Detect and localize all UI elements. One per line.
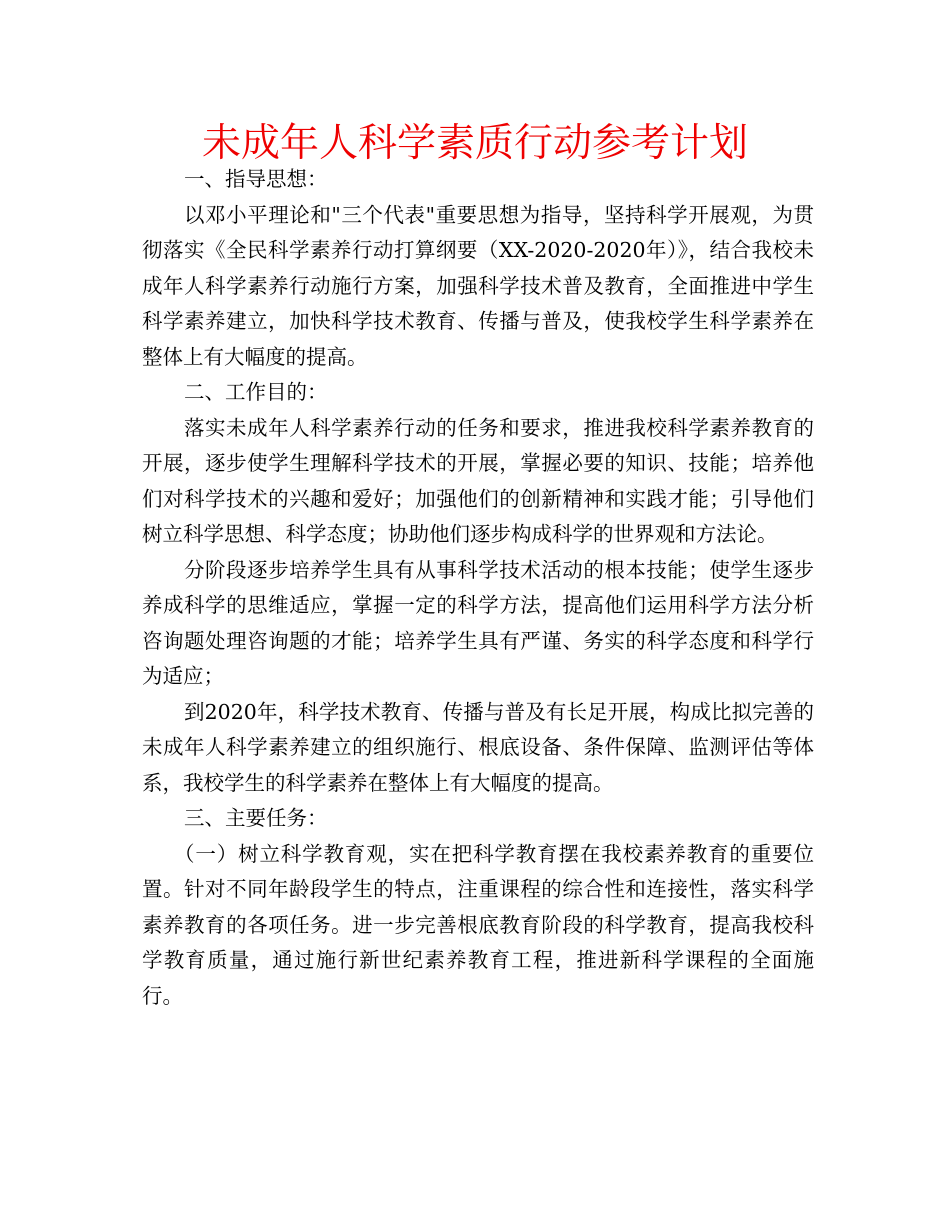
- section-heading-main-tasks: 三、主要任务：: [184, 806, 328, 830]
- paragraph-work-goals-1: 落实未成年人科学素养行动的任务和要求，推进我校科学素养教育的开展，逐步使学生理解科学技术的开展，掌握必要的知识、技能；培养他们对科学技术的兴趣和爱好；加强他们的创新精神和实践才能；引导他们树立科学思想、科学态度；协助他们逐步构成科学的世界观和方法论。: [142, 415, 814, 546]
- paragraph-work-goals-2: 分阶段逐步培养学生具有从事科学技术活动的根本技能；使学生逐步养成科学的思维适应，掌握一定的科学方法，提高他们运用科学方法分析咨询题处理咨询题的才能；培养学生具有严谨、务实的科学态度和科学行为适应；: [142, 557, 814, 688]
- section-heading-work-goals: 二、工作目的：: [184, 380, 328, 404]
- document-title: 未成年人科学素质行动参考计划: [201, 121, 748, 166]
- paragraph-work-goals-3: 到2020年，科学技术教育、传播与普及有长足开展，构成比拟完善的未成年人科学素养建立的组织施行、根底设备、条件保障、监测评估等体系，我校学生的科学素养在整体上有大幅度的提高。: [142, 699, 814, 795]
- document-body: [142, 162, 814, 1014]
- section-heading-guiding-ideology: 一、指导思想：: [184, 167, 328, 191]
- paragraph-main-task-1: （一）树立科学教育观，实在把科学教育摆在我校素养教育的重要位置。针对不同年龄段学生的特点，注重课程的综合性和连接性，落实科学素养教育的各项任务。进一步完善根底教育阶段的科学教育，提高我校科学教育质量，通过施行新世纪素养教育工程，推进新科学课程的全面施行。: [142, 841, 814, 1008]
- paragraph-guiding-ideology: 以邓小平理论和"三个代表"重要思想为指导，坚持科学开展观，为贯彻落实《全民科学素养行动打算纲要（XX-2020-2020年）》，结合我校未成年人科学素养行动施行方案，加强科学技术普及教育，全面推进中学生科学素养建立，加快科学技术教育、传播与普及，使我校学生科学素养在整体上有大幅度的提高。: [142, 202, 814, 369]
